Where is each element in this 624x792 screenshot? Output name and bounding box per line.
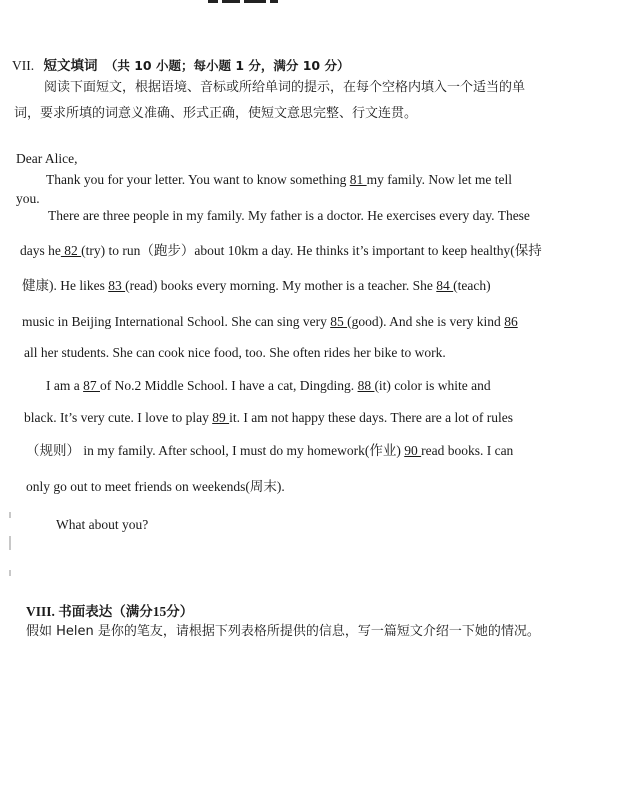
- letter-paragraph-1-line-2: you.: [16, 191, 40, 206]
- section-7-roman: VII.: [12, 58, 35, 73]
- blank-82: 82: [60, 243, 82, 258]
- letter-paragraph-3-line-4: only go out to meet friends on weekends(周末).: [26, 479, 285, 494]
- blank-83: 83: [108, 278, 126, 293]
- letter-paragraph-3-line-2: black. It’s very cute. I love to play 89 it. I am not happy these days. There are a lot of rules: [24, 410, 513, 425]
- letter-greeting: Dear Alice,: [16, 151, 78, 166]
- section-7-title: 短文填词: [43, 58, 98, 74]
- blank-89: 89: [212, 410, 230, 425]
- section-8-prompt: 假如 Helen 是你的笔友，请根据下列表格所提供的信息，写一篇短文介绍一下她的情况。: [26, 624, 540, 639]
- letter-paragraph-3-line-3: （规则） in my family. After school, I must do my homework(作业) 90 read books. I can: [26, 443, 514, 458]
- letter-paragraph-2-line-3: 健康). He likes 83 (read) books every morning. My mother is a teacher. She 84 (teach): [22, 278, 491, 293]
- blank-86: 86: [504, 314, 518, 329]
- letter-paragraph-2-line-4: music in Beijing International School. She can sing very 85 (good). And she is very kind 86: [22, 314, 518, 329]
- blank-84: 84: [436, 278, 454, 293]
- scan-artifact-top: [208, 0, 294, 6]
- blank-90: 90: [404, 443, 422, 458]
- letter-paragraph-2-line-5: all her students. She can cook nice food, too. She often rides her bike to work.: [24, 345, 446, 360]
- blank-85: 85: [330, 314, 348, 329]
- scan-margin-mark: [9, 570, 11, 576]
- letter-paragraph-3-line-1: I am a 87 of No.2 Middle School. I have a cat, Dingding. 88 (it) color is white and: [46, 378, 491, 393]
- section-7-heading: [12, 58, 349, 74]
- blank-88: 88: [357, 378, 375, 393]
- section-7-instructions-line-2: 词，要求所填的词意义准确、形式正确，使短文意思完整、行文连贯。: [14, 106, 418, 121]
- letter-paragraph-2-line-2: days he 82 (try) to run（跑步）about 10km a day. He thinks it’s important to keep healthy(保持: [20, 243, 542, 258]
- section-7-scoring: （共 10 小题；每小题 1 分，满分 10 分）: [104, 58, 350, 73]
- scan-margin-mark: [9, 536, 11, 550]
- scan-margin-mark: [9, 512, 11, 518]
- letter-paragraph-1-line-1: Thank you for your letter. You want to know something 81 my family. Now let me tell: [46, 172, 512, 187]
- letter-closing: What about you?: [56, 517, 149, 532]
- section-8-heading: VIII. 书面表达（满分15分）: [26, 604, 194, 619]
- blank-87: 87: [83, 378, 100, 393]
- section-7-instructions-line-1: 阅读下面短文，根据语境、音标或所给单词的提示，在每个空格内填入一个适当的单: [44, 80, 526, 95]
- letter-paragraph-2-line-1: There are three people in my family. My father is a doctor. He exercises every day. These: [48, 208, 530, 223]
- blank-81: 81: [349, 172, 367, 187]
